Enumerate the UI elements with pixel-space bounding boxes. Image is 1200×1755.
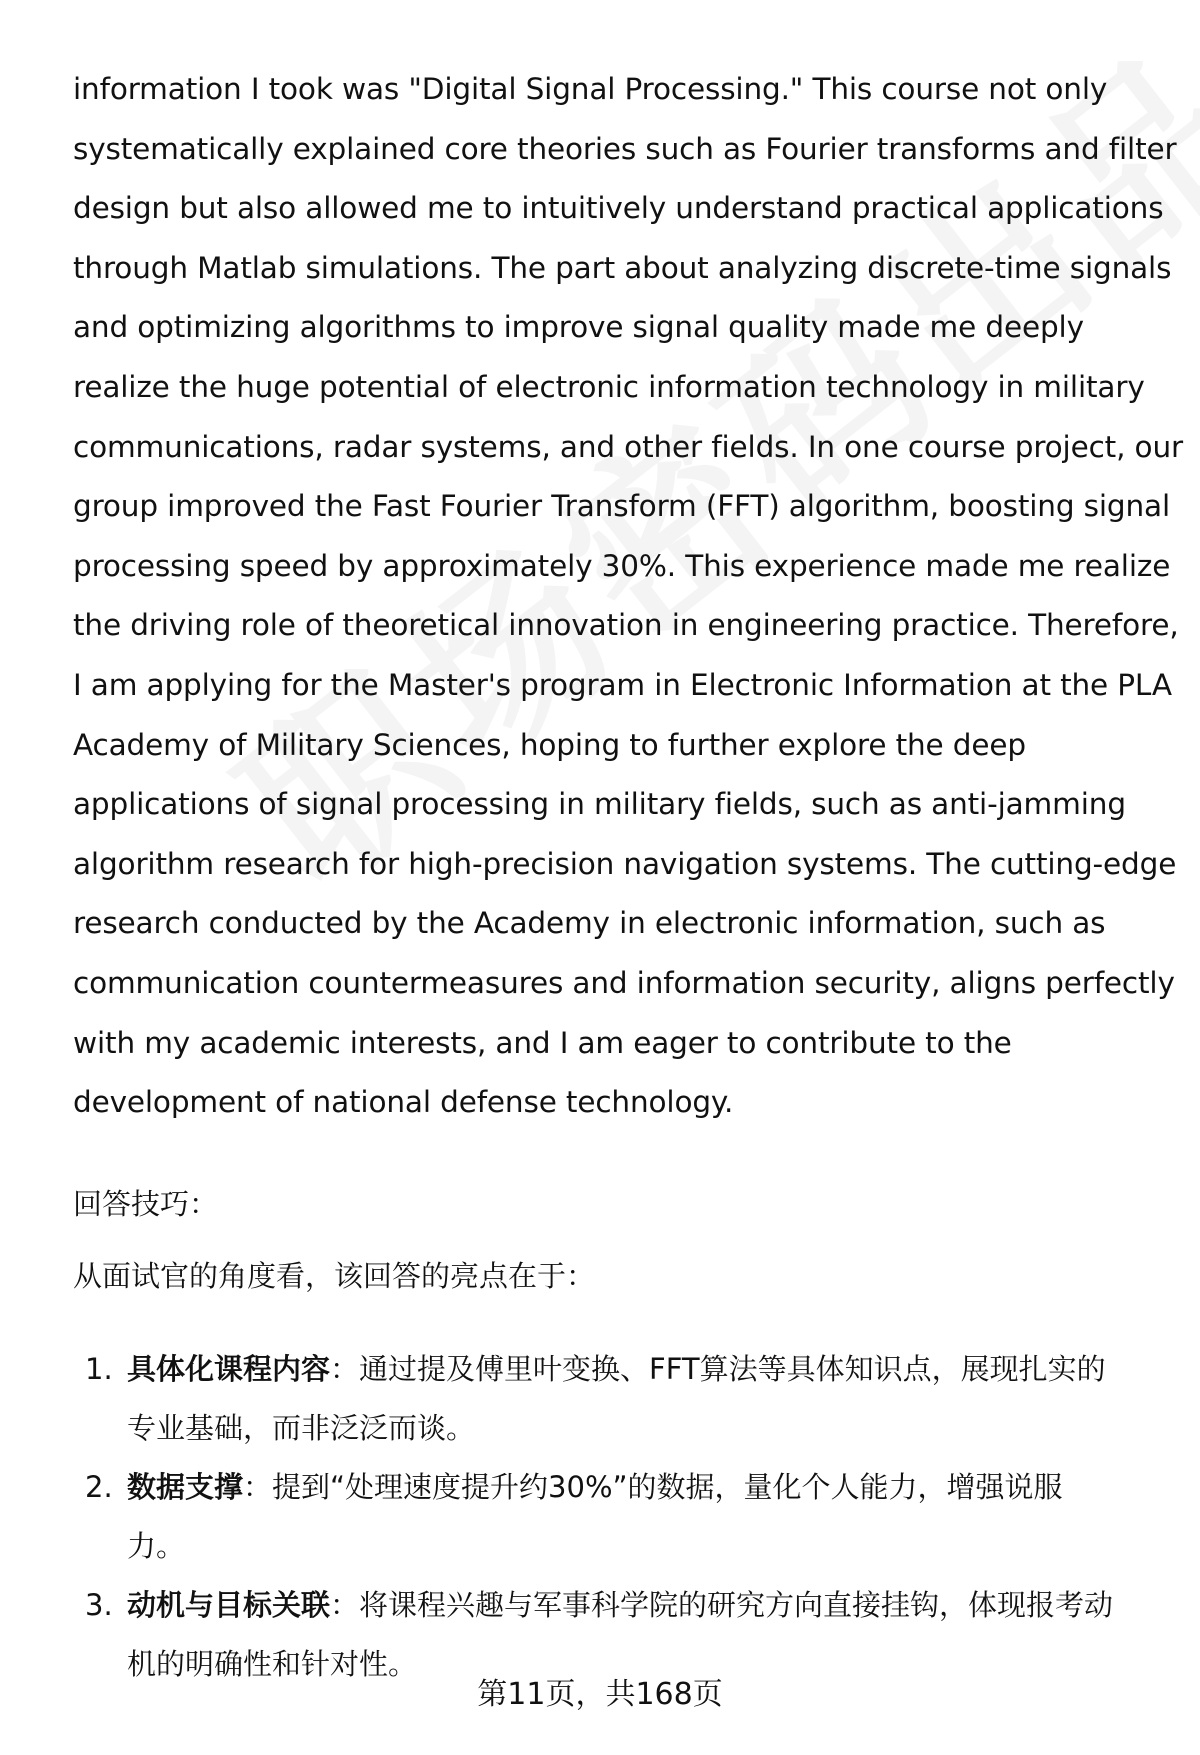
essay-line: communications, radar systems, and other fields. In one course project, our bbox=[73, 429, 1183, 464]
tip-text-continued: 专业基础，而非泛泛而谈。 bbox=[127, 1410, 476, 1445]
essay-line: applications of signal processing in military fields, such as anti-jamming bbox=[73, 787, 1126, 822]
page-content bbox=[73, 60, 1183, 1694]
tip-text: ：通过提及傅里叶变换、FFT算法等具体知识点，展现扎实的 bbox=[330, 1351, 1106, 1386]
essay-line: I am applying for the Master's program in Electronic Information at the PLA bbox=[73, 667, 1172, 702]
essay-line: design but also allowed me to intuitively understand practical applications bbox=[73, 191, 1164, 226]
tip-text-continued: 机的明确性和针对性。 bbox=[127, 1646, 418, 1681]
essay-paragraph bbox=[73, 60, 1183, 1133]
tip-title: 数据支撑 bbox=[127, 1469, 244, 1504]
tip-text: ：提到“处理速度提升约30%”的数据，量化个人能力，增强说服 bbox=[243, 1469, 1063, 1504]
tip-title: 动机与目标关联 bbox=[127, 1587, 331, 1622]
essay-line: Academy of Military Sciences, hoping to further explore the deep bbox=[73, 727, 1026, 762]
tip-title: 具体化课程内容 bbox=[127, 1351, 331, 1386]
essay-line: realize the huge potential of electronic information technology in military bbox=[73, 369, 1145, 404]
essay-line: development of national defense technology. bbox=[73, 1085, 734, 1120]
essay-line: communication countermeasures and information security, aligns perfectly bbox=[73, 965, 1175, 1000]
essay-line: with my academic interests, and I am eager to contribute to the bbox=[73, 1025, 1012, 1060]
essay-line: systematically explained core theories such as Fourier transforms and filter bbox=[73, 131, 1177, 166]
essay-line: information I took was "Digital Signal Processing." This course not only bbox=[73, 72, 1108, 106]
tip-item bbox=[73, 1340, 1153, 1458]
essay-line: and optimizing algorithms to improve signal quality made me deeply bbox=[73, 310, 1084, 345]
essay-line: group improved the Fast Fourier Transform (FFT) algorithm, boosting signal bbox=[73, 489, 1171, 524]
tip-text-continued: 力。 bbox=[127, 1528, 186, 1563]
essay-line: research conducted by the Academy in electronic information, such as bbox=[73, 906, 1106, 941]
page-number: 第11页，共168页 bbox=[477, 1677, 723, 1712]
tips-label: 回答技巧： bbox=[73, 1186, 219, 1221]
essay-line: the driving role of theoretical innovation in engineering practice. Therefore, bbox=[73, 608, 1179, 643]
tips-intro: 从面试官的角度看，该回答的亮点在于： bbox=[73, 1258, 596, 1293]
tip-number: 3. bbox=[85, 1587, 113, 1622]
essay-line: processing speed by approximately 30%. This experience made me realize bbox=[73, 548, 1171, 583]
tip-item bbox=[73, 1458, 1153, 1576]
tip-text: ：将课程兴趣与军事科学院的研究方向直接挂钩，体现报考动 bbox=[330, 1587, 1114, 1622]
tip-number: 1. bbox=[85, 1351, 113, 1386]
essay-line: through Matlab simulations. The part about analyzing discrete-time signals bbox=[73, 250, 1172, 285]
essay-line: algorithm research for high-precision navigation systems. The cutting-edge bbox=[73, 846, 1177, 881]
tips-list bbox=[73, 1340, 1153, 1694]
tip-number: 2. bbox=[85, 1469, 113, 1504]
